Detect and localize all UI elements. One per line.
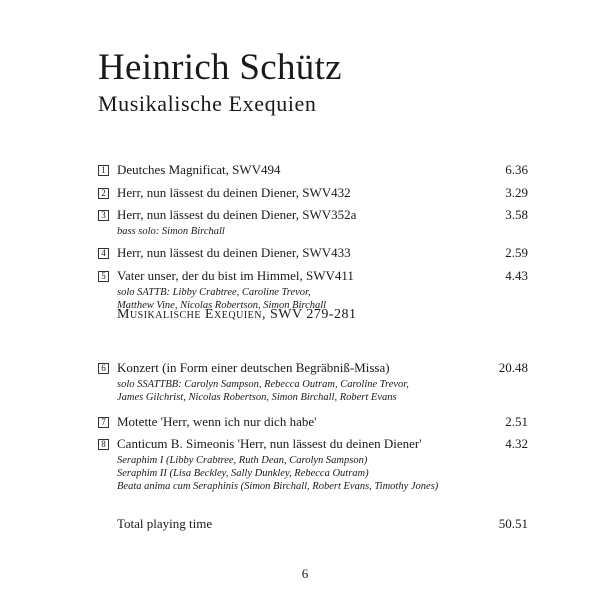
track-title: Canticum B. Simeonis 'Herr, nun lässest du deinen Diener' [117, 436, 422, 451]
total-label: Total playing time [117, 516, 213, 531]
track-item [98, 360, 528, 404]
track-number: 8 [98, 439, 109, 450]
track-number: 2 [98, 188, 109, 199]
track-duration: 2.59 [505, 245, 528, 260]
track-duration: 6.36 [505, 162, 528, 177]
track-item [98, 162, 528, 178]
track-item [98, 185, 528, 201]
section-name: Musikalische Exequien [117, 307, 262, 322]
total-duration: 50.51 [498, 516, 528, 531]
total-playing-time [117, 516, 528, 532]
track-title: Vater unser, der du bist im Himmel, SWV411 [117, 268, 354, 283]
performer-line: Seraphim II (Lisa Beckley, Sally Dunkley, Rebecca Outram) [117, 468, 369, 479]
section-heading [117, 307, 357, 323]
performer-line: solo SATTB: Libby Crabtree, Caroline Trevor, [117, 287, 311, 298]
track-number: 7 [98, 417, 109, 428]
track-number: 1 [98, 165, 109, 176]
track-duration: 2.51 [505, 414, 528, 429]
track-performers [117, 454, 528, 493]
performer-line: Beata anima cum Seraphinis (Simon Birchall, Robert Evans, Timothy Jones) [117, 481, 439, 492]
track-item [98, 414, 528, 430]
section-catalog: , SWV 279-281 [262, 307, 357, 322]
track-performers: bass solo: Simon Birchall [117, 226, 225, 237]
track-title: Deutches Magnificat, SWV494 [117, 162, 281, 177]
track-title: Herr, nun lässest du deinen Diener, SWV432 [117, 185, 351, 200]
track-number: 5 [98, 271, 109, 282]
performer-line: solo SSATTBB: Carolyn Sampson, Rebecca Outram, Caroline Trevor, [117, 379, 409, 390]
track-number: 6 [98, 363, 109, 374]
track-performers [117, 378, 528, 404]
track-item [98, 268, 528, 312]
track-number: 4 [98, 248, 109, 259]
track-duration: 4.32 [505, 436, 528, 451]
track-item [98, 436, 528, 493]
track-duration: 20.48 [498, 360, 528, 375]
performer-line: James Gilchrist, Nicolas Robertson, Simon Birchall, Robert Evans [117, 392, 397, 403]
track-title: Herr, nun lässest du deinen Diener, SWV433 [117, 245, 351, 260]
performer-line: Seraphim I (Libby Crabtree, Ruth Dean, Carolyn Sampson) [117, 455, 368, 466]
track-number: 3 [98, 210, 109, 221]
track-duration: 4.43 [505, 268, 528, 283]
track-item [98, 207, 528, 238]
track-item [98, 245, 528, 261]
page-number: 6 [301, 566, 309, 581]
performer-line: Matthew Vine, Nicolas Robertson, Simon Birchall [117, 300, 327, 311]
composer-title: Heinrich Schütz [98, 47, 342, 88]
track-title: Motette 'Herr, wenn ich nur dich habe' [117, 414, 317, 429]
track-title: Herr, nun lässest du deinen Diener, SWV352a [117, 207, 357, 222]
work-subtitle: Musikalische Exequien [98, 91, 317, 116]
track-duration: 3.58 [505, 207, 528, 222]
track-title: Konzert (in Form einer deutschen Begräbniß-Missa) [117, 360, 390, 375]
track-duration: 3.29 [505, 185, 528, 200]
